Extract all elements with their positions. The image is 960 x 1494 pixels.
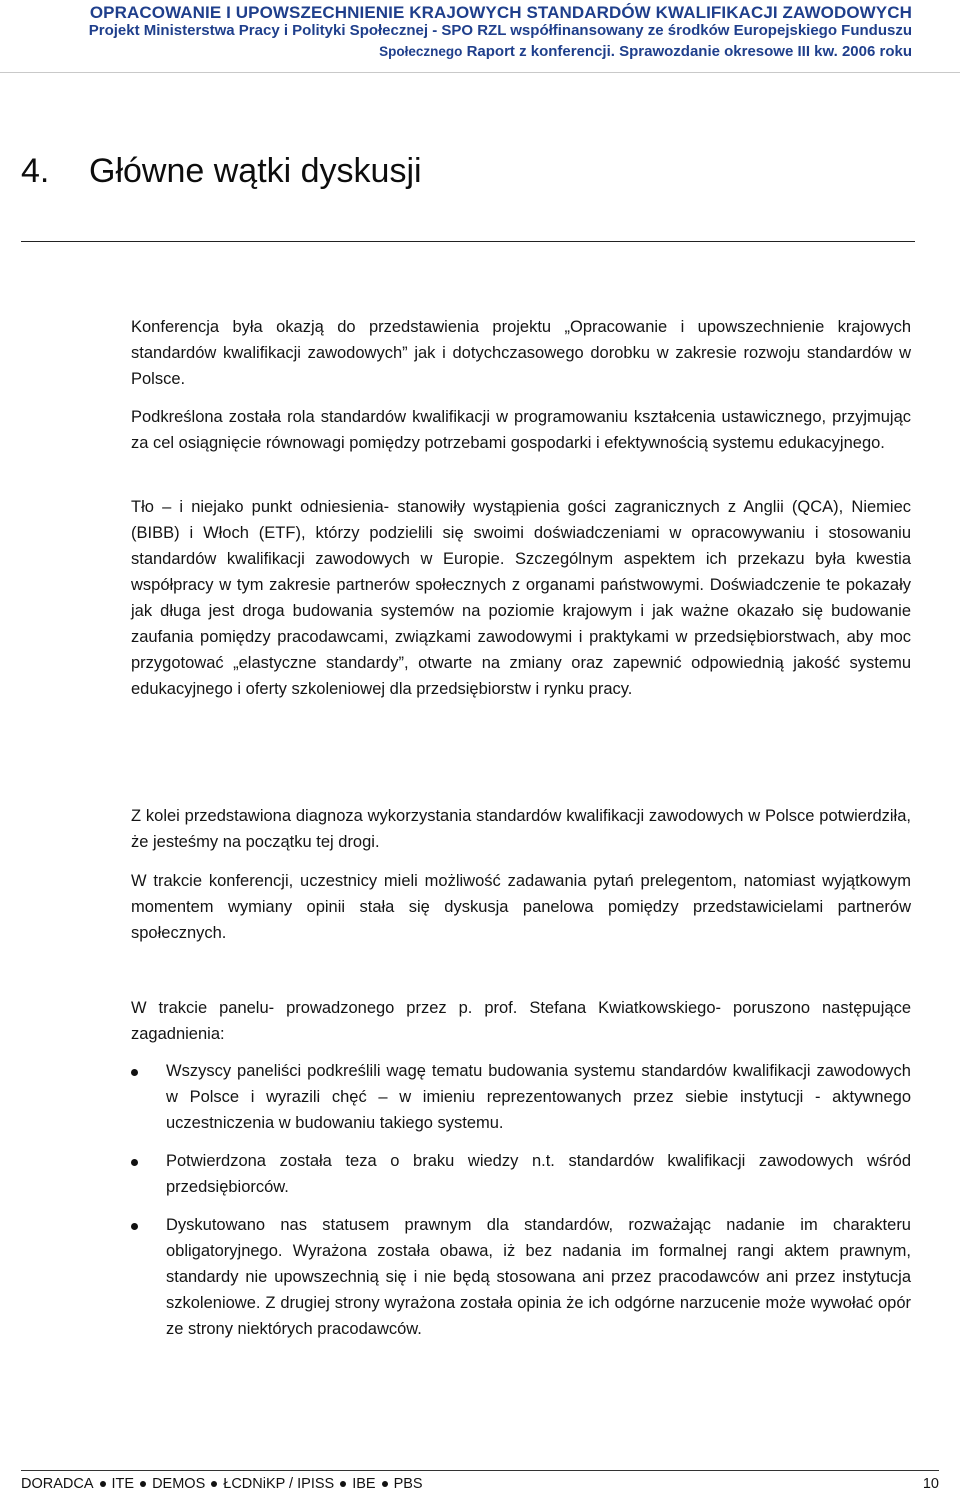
paragraph-role: Podkreślona została rola standardów kwalifikacji w programowaniu kształcenia ustawicznego, przyjmując za cel osiągnięcie równowagi pomiędzy potrzebami gospodarki i efektywnością systemu edukacyjnego.	[131, 408, 911, 452]
chapter-heading	[21, 152, 422, 191]
footer-partner: ŁCDNiKP / IPISS	[223, 1476, 335, 1492]
footer-partner: ITE	[111, 1476, 135, 1492]
page-header	[0, 0, 960, 73]
bullet-icon	[340, 1481, 346, 1487]
paragraph-panel-intro: W trakcie panelu- prowadzonego przez p. prof. Stefana Kwiatkowskiego- poruszono następujące zagadnienia:	[131, 999, 911, 1043]
chapter-divider	[21, 241, 915, 242]
bullet-icon	[140, 1481, 146, 1487]
footer-partner: DEMOS	[152, 1476, 206, 1492]
bullet-icon	[100, 1481, 106, 1487]
page-footer	[21, 1476, 939, 1494]
header-report-title: Raport z konferencji. Sprawozdanie okresowe III kw. 2006 roku	[462, 43, 912, 60]
header-project-line: Projekt Ministerstwa Pracy i Polityki Społecznej - SPO RZL współfinansowany ze środków Europejskiego Funduszu	[88, 22, 912, 39]
chapter-number: 4.	[21, 152, 50, 190]
bullet-icon	[131, 1223, 138, 1230]
paragraph-questions: W trakcie konferencji, uczestnicy mieli możliwość zadawania pytań prelegentom, natomiast wyjątkowym momentem wymiany opinii stała się dyskusja panelowa pomiędzy przedstawicielami partnerów społecznych.	[131, 872, 911, 942]
page-number: 10	[922, 1476, 939, 1492]
footer-partner: PBS	[393, 1476, 423, 1492]
list-item-text: Dyskutowano nas statusem prawnym dla standardów, rozważając nadanie im charakteru obligatoryjnego. Wyrażona została obawa, iż bez nadania im formalnej rangi aktem prawnym, standardy nie upowszechnią się i nie będą stosowana ani przez pracodawców ani przez instytucja szkoleniowe. Z drugiej strony wyrażona została opinia że ich odgórne narzucenie może wywołać opór ze strony niektórych pracodawców.	[166, 1216, 911, 1338]
paragraph-foreign-guests: Tło – i niejako punkt odniesienia- stanowiły wystąpienia gości zagranicznych z Anglii (QCA), Niemiec (BIBB) i Włoch (ETF), którzy podzielili się swoimi doświadczeniami w opracowywaniu i stosowaniu standardów kwalifikacji zawodowych w Europie. Szczególnym aspektem ich przekazu była kwestia współpracy w tym zakresie partnerów społecznych z organami państwowymi. Doświadczenie te pokazały jak długa jest droga budowania systemów na poziomie krajowym i jak ważne okazało się budowanie zaufania pomiędzy pracodawcami, związkami zawodowymi i praktykami w przedsiębiorstwach, aby moc przygotować „elastyczne standardy”, otwarte na zmiany oraz zapewnić odpowiednią jakość systemu edukacyjnego i oferty szkoleniowej dla przedsiębiorstw i rynku pracy.	[131, 498, 911, 698]
footer-divider	[21, 1470, 939, 1471]
list-item-text: Potwierdzona została teza o braku wiedzy n.t. standardów kwalifikacji zawodowych wśród przedsiębiorców.	[166, 1152, 911, 1196]
bullet-icon	[131, 1069, 138, 1076]
chapter-title: Główne wątki dyskusji	[89, 152, 422, 190]
bullet-icon	[382, 1481, 388, 1487]
footer-partner: DORADCA	[21, 1476, 94, 1492]
header-report-line	[379, 43, 912, 60]
list-item-text: Wszyscy paneliści podkreślili wagę tematu budowania systemu standardów kwalifikacji zawodowych w Polsce i wyrazili chęć – w imieniu reprezentowanych przez siebie instytucji - aktywnego uczestniczenia w budowaniu takiego systemu.	[166, 1062, 911, 1132]
header-title: OPRACOWANIE I UPOWSZECHNIENIE KRAJOWYCH STANDARDÓW KWALIFIKACJI ZAWODOWYCH	[89, 3, 912, 22]
paragraph-intro: Konferencja była okazją do przedstawienia projektu „Opracowanie i upowszechnienie krajowych standardów kwalifikacji zawodowych” jak i dotychczasowego dorobku w zakresie rozwoju standardów w Polsce.	[131, 318, 911, 388]
footer-partner: IBE	[352, 1476, 376, 1492]
paragraph-diagnosis: Z kolei przedstawiona diagnoza wykorzystania standardów kwalifikacji zawodowych w Polsce potwierdziła, że jesteśmy na początku tej drogi.	[131, 807, 911, 851]
bullet-icon	[131, 1159, 138, 1166]
header-report-fund: Społecznego	[379, 44, 463, 59]
bullet-icon	[211, 1481, 217, 1487]
